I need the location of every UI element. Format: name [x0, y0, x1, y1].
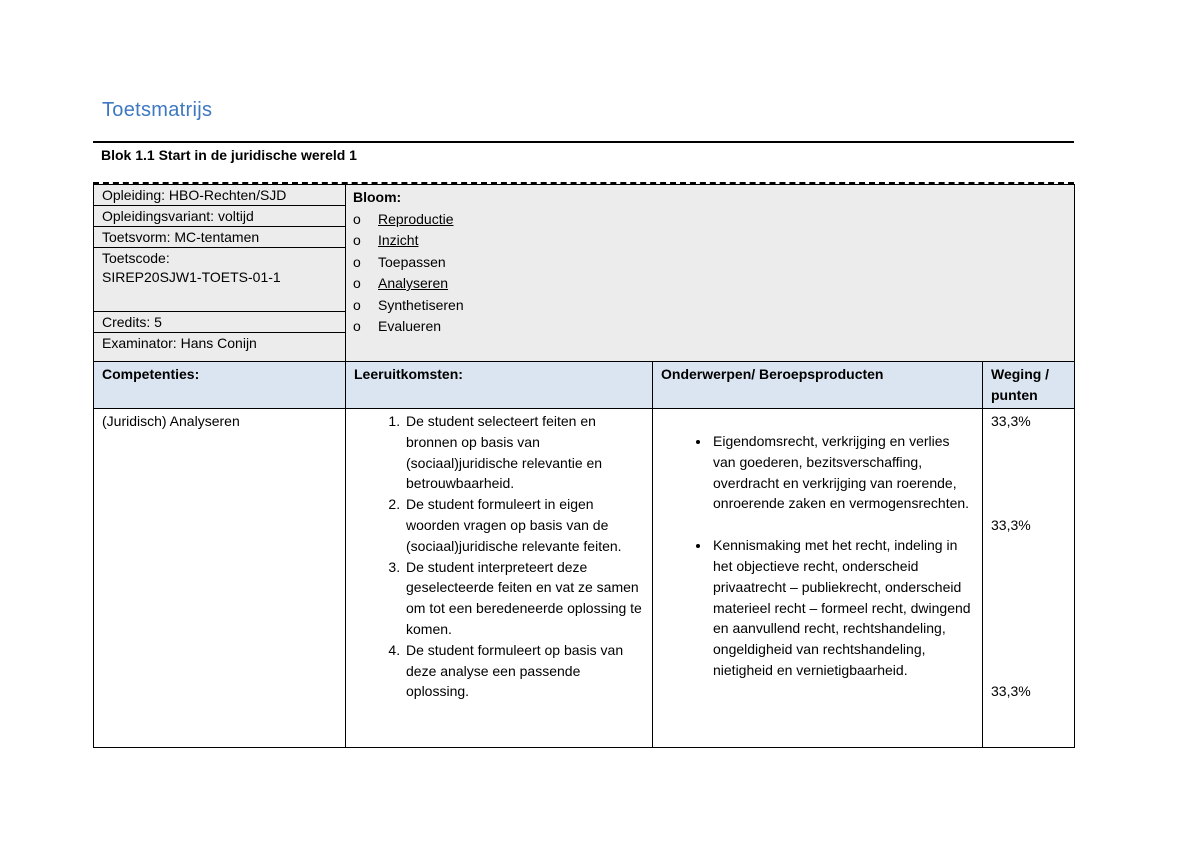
info-cell — [94, 185, 346, 362]
leeruitkomst-item: 2. De student formuleert in eigen woorden vragen op basis van de (sociaal)juridische relevante feiten. — [404, 494, 644, 556]
weging-value: 33,3% — [991, 517, 1031, 533]
toetsvorm: Toetsvorm: MC-tentamen — [94, 227, 345, 248]
competentie-cell: (Juridisch) Analyseren — [94, 409, 346, 748]
bloom-level-label: Toepassen — [378, 253, 446, 270]
examinator: Examinator: Hans Conijn — [102, 335, 257, 351]
onderwerp-item: • Eigendomsrecht, verkrijging en verlies van goederen, bezitsverschaffing, overdracht en verkrijging van roerende, onroerende zaken en vermogensrechten. — [711, 431, 974, 514]
blok-title: Blok 1.1 Start in de juridische wereld 1 — [93, 141, 1074, 184]
bloom-level — [353, 273, 1074, 295]
toetscode-label: Toetscode: — [102, 250, 170, 266]
header-weging: Weging / punten — [983, 362, 1075, 409]
toetsmatrijs-table — [93, 141, 1074, 748]
header-leeruitkomsten: Leeruitkomsten: — [346, 362, 653, 409]
onderwerp-item: • Kennismaking met het recht, indeling in het objectieve recht, onderscheid privaatrecht – publiekrecht, onderscheid materieel recht – formeel recht, dwingend en aanvullend recht, rechtshandeling, ongeldigheid van rechtshandeling, nietigheid en vernietigbaarheid. — [711, 535, 974, 681]
onderwerpen-cell — [653, 409, 983, 748]
weging-cell — [983, 409, 1075, 748]
weging-value: 33,3% — [991, 683, 1031, 699]
circle-bullet-icon: o — [353, 318, 361, 334]
circle-bullet-icon: o — [353, 296, 361, 313]
circle-bullet-icon: o — [353, 275, 361, 291]
page-title: Toetsmatrijs — [102, 99, 213, 121]
bloom-title: Bloom: — [353, 189, 402, 205]
bloom-level — [353, 295, 1074, 317]
opleiding: Opleiding: HBO-Rechten/SJD — [94, 185, 345, 206]
credits: Credits: 5 — [94, 312, 345, 333]
weging-value: 33,3% — [991, 413, 1031, 429]
bloom-level — [353, 252, 1074, 274]
leeruitkomsten-list — [346, 411, 652, 702]
bloom-level — [353, 209, 1074, 231]
header-onderwerpen: Onderwerpen/ Beroepsproducten — [653, 362, 983, 409]
header-competenties: Competenties: — [94, 362, 346, 409]
onderwerpen-list — [653, 431, 982, 681]
toetscode-block — [94, 248, 345, 312]
circle-bullet-icon: o — [353, 253, 361, 270]
bloom-level-label: Analyseren — [378, 275, 449, 291]
bloom-cell — [346, 185, 1075, 362]
leeruitkomst-item: 4. De student formuleert op basis van deze analyse een passende oplossing. — [404, 640, 644, 702]
leeruitkomst-item: 1. De student selecteert feiten en bronnen op basis van (sociaal)juridische relevantie en betrouwbaarheid. — [404, 411, 644, 494]
leeruitkomst-item: 3. De student interpreteert deze geselecteerde feiten en vat ze samen om tot een beredeneerde oplossing te komen. — [404, 557, 644, 640]
circle-bullet-icon: o — [353, 210, 361, 227]
circle-bullet-icon: o — [353, 232, 361, 248]
bloom-level — [353, 316, 1074, 338]
leeruitkomsten-cell — [346, 409, 653, 748]
bloom-level-label: Reproductie — [378, 210, 454, 227]
opleidingsvariant: Opleidingsvariant: voltijd — [94, 206, 345, 227]
bloom-level-label: Evalueren — [378, 318, 442, 334]
bloom-level-label: Synthetiseren — [378, 296, 464, 313]
bloom-level — [353, 230, 1074, 252]
bloom-level-label: Inzicht — [378, 232, 419, 248]
bloom-list — [353, 209, 1074, 338]
toetscode-value: SIREP20SJW1-TOETS-01-1 — [102, 269, 281, 285]
